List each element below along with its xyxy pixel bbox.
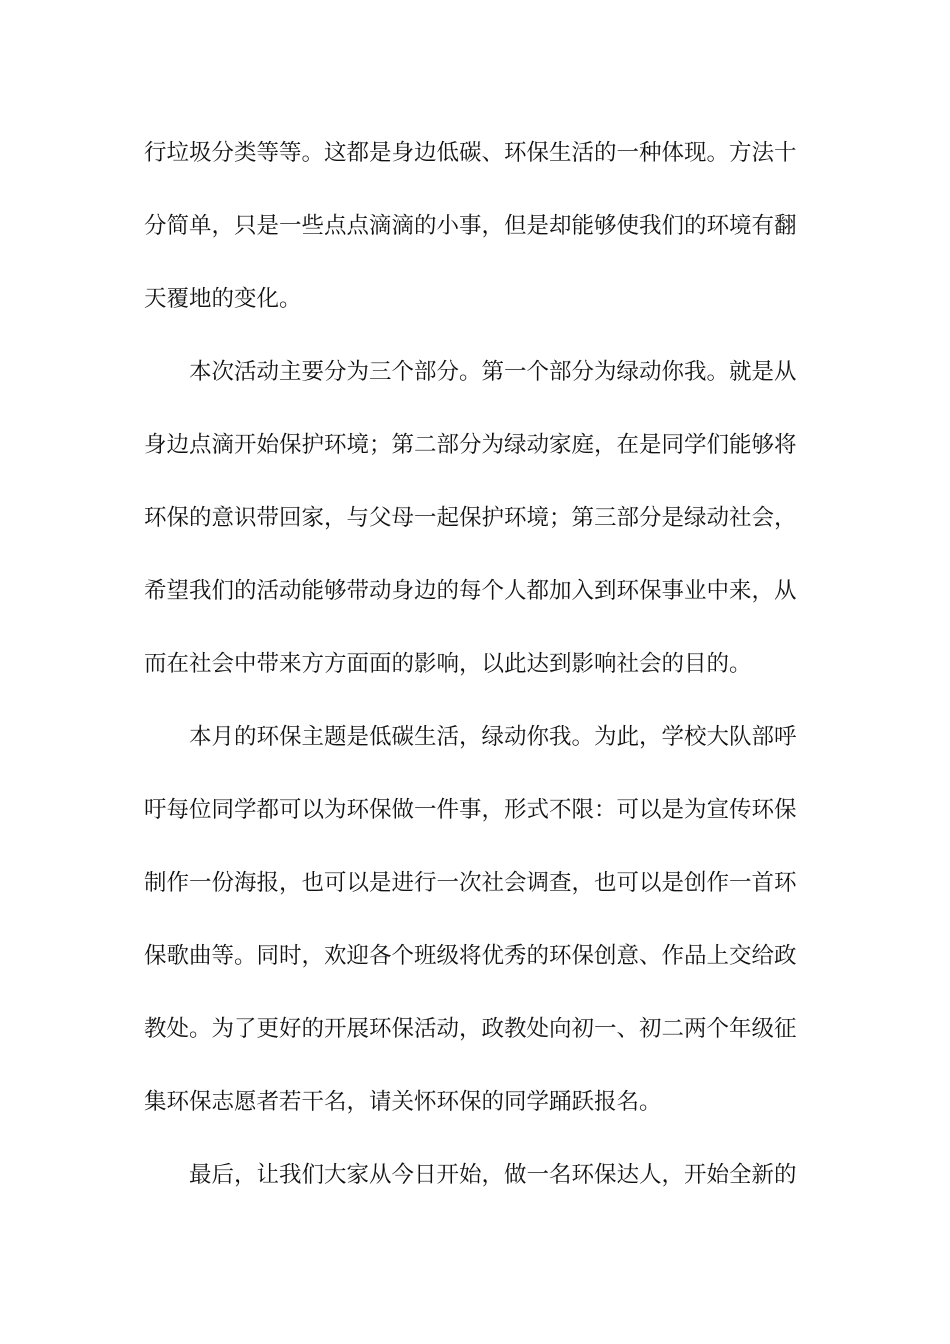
paragraph-first-line: 本月的环保主题是低碳生活，绿动你我。为此，学校大队部呼 xyxy=(189,724,797,750)
text-line: 教处。为了更好的开展环保活动，政教处向初一、初二两个年级征 xyxy=(144,1016,797,1042)
text-line: 制作一份海报，也可以是进行一次社会调查，也可以是创作一首环 xyxy=(144,870,797,896)
text-line: 身边点滴开始保护环境；第二部分为绿动家庭，在是同学们能够将 xyxy=(144,432,797,458)
text-line: 行垃圾分类等等。这都是身边低碳、环保生活的一种体现。方法十 xyxy=(144,140,797,166)
text-line: 集环保志愿者若干名，请关怀环保的同学踊跃报名。 xyxy=(144,1089,662,1115)
paragraph-first-line: 最后，让我们大家从今日开始，做一名环保达人，开始全新的 xyxy=(189,1162,797,1188)
text-line: 吁每位同学都可以为环保做一件事，形式不限：可以是为宣传环保 xyxy=(144,797,797,823)
text-line: 天覆地的变化。 xyxy=(144,286,302,312)
text-line: 希望我们的活动能够带动身边的每个人都加入到环保事业中来，从 xyxy=(144,578,797,604)
text-line: 环保的意识带回家，与父母一起保护环境；第三部分是绿动社会， xyxy=(144,505,797,531)
text-line: 分简单，只是一些点点滴滴的小事，但是却能够使我们的环境有翻 xyxy=(144,213,797,239)
text-line: 保歌曲等。同时，欢迎各个班级将优秀的环保创意、作品上交给政 xyxy=(144,943,797,969)
text-line: 而在社会中带来方方面面的影响，以此达到影响社会的目的。 xyxy=(144,651,752,677)
document-body xyxy=(144,117,808,1212)
paragraph-first-line: 本次活动主要分为三个部分。第一个部分为绿动你我。就是从 xyxy=(189,359,797,385)
